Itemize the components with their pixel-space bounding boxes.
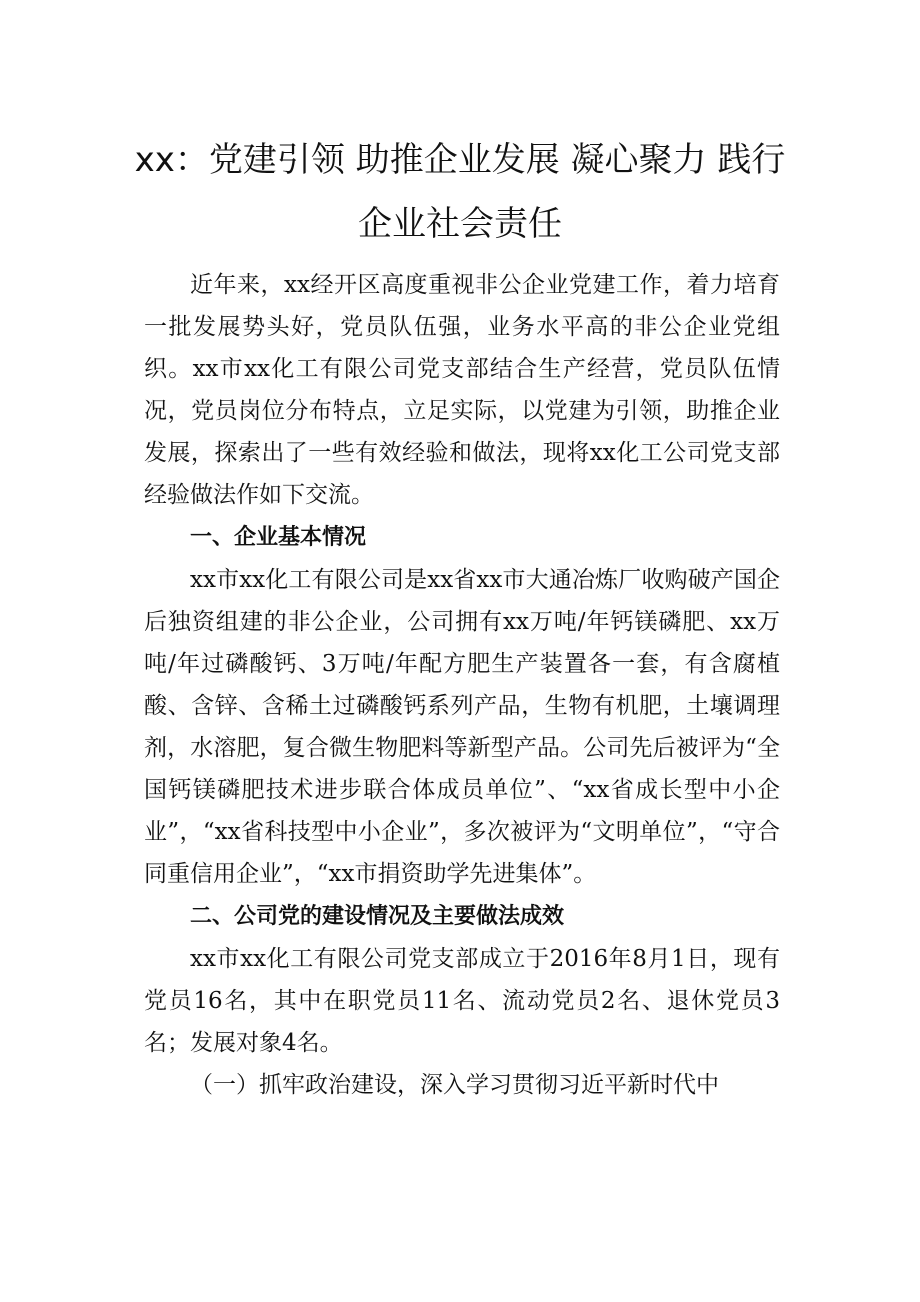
section-heading-basic-info: 一、企业基本情况	[190, 525, 367, 550]
company-basic-info-paragraph: xx市xx化工有限公司是xx省xx市大通冶炼厂收购破产国企后独资组建的非公企业，公司拥有xx万吨/年钙镁磷肥、xx万吨/年过磷酸钙、3万吨/年配方肥生产装置各一套，有含腐植酸、含锌、含稀土过磷酸钙系列产品，生物有机肥，土壤调理剂，水溶肥，复合微生物肥料等新型产品。公司先后被评为“全国钙镁磷肥技术进步联合体成员单位”、“xx省成长型中小企业”，“xx省科技型中小企业”，多次被评为“文明单位”，“守合同重信用企业”，“xx市捐资助学先进集体”。	[144, 567, 780, 887]
section-heading-party-building: 二、公司党的建设情况及主要做法成效	[190, 904, 565, 929]
document-title	[120, 128, 800, 256]
document-body	[144, 264, 780, 1106]
title-line-2: 企业社会责任	[358, 204, 562, 244]
party-branch-paragraph: xx市xx化工有限公司党支部成立于2016年8月1日，现有党员16名，其中在职党员11名、流动党员2名、退休党员3名；发展对象4名。	[144, 946, 780, 1056]
intro-paragraph: 近年来，xx经开区高度重视非公企业党建工作，着力培育一批发展势头好，党员队伍强，业务水平高的非公企业党组织。xx市xx化工有限公司党支部结合生产经营，党员队伍情况，党员岗位分布特点，立足实际，以党建为引领，助推企业发展，探索出了一些有效经验和做法，现将xx化工公司党支部经验做法作如下交流。	[144, 272, 780, 508]
political-building-paragraph-start: （一）抓牢政治建设，深入学习贯彻习近平新时代中	[190, 1072, 719, 1098]
title-line-1: xx：党建引领 助推企业发展 凝心聚力 践行	[134, 140, 786, 180]
